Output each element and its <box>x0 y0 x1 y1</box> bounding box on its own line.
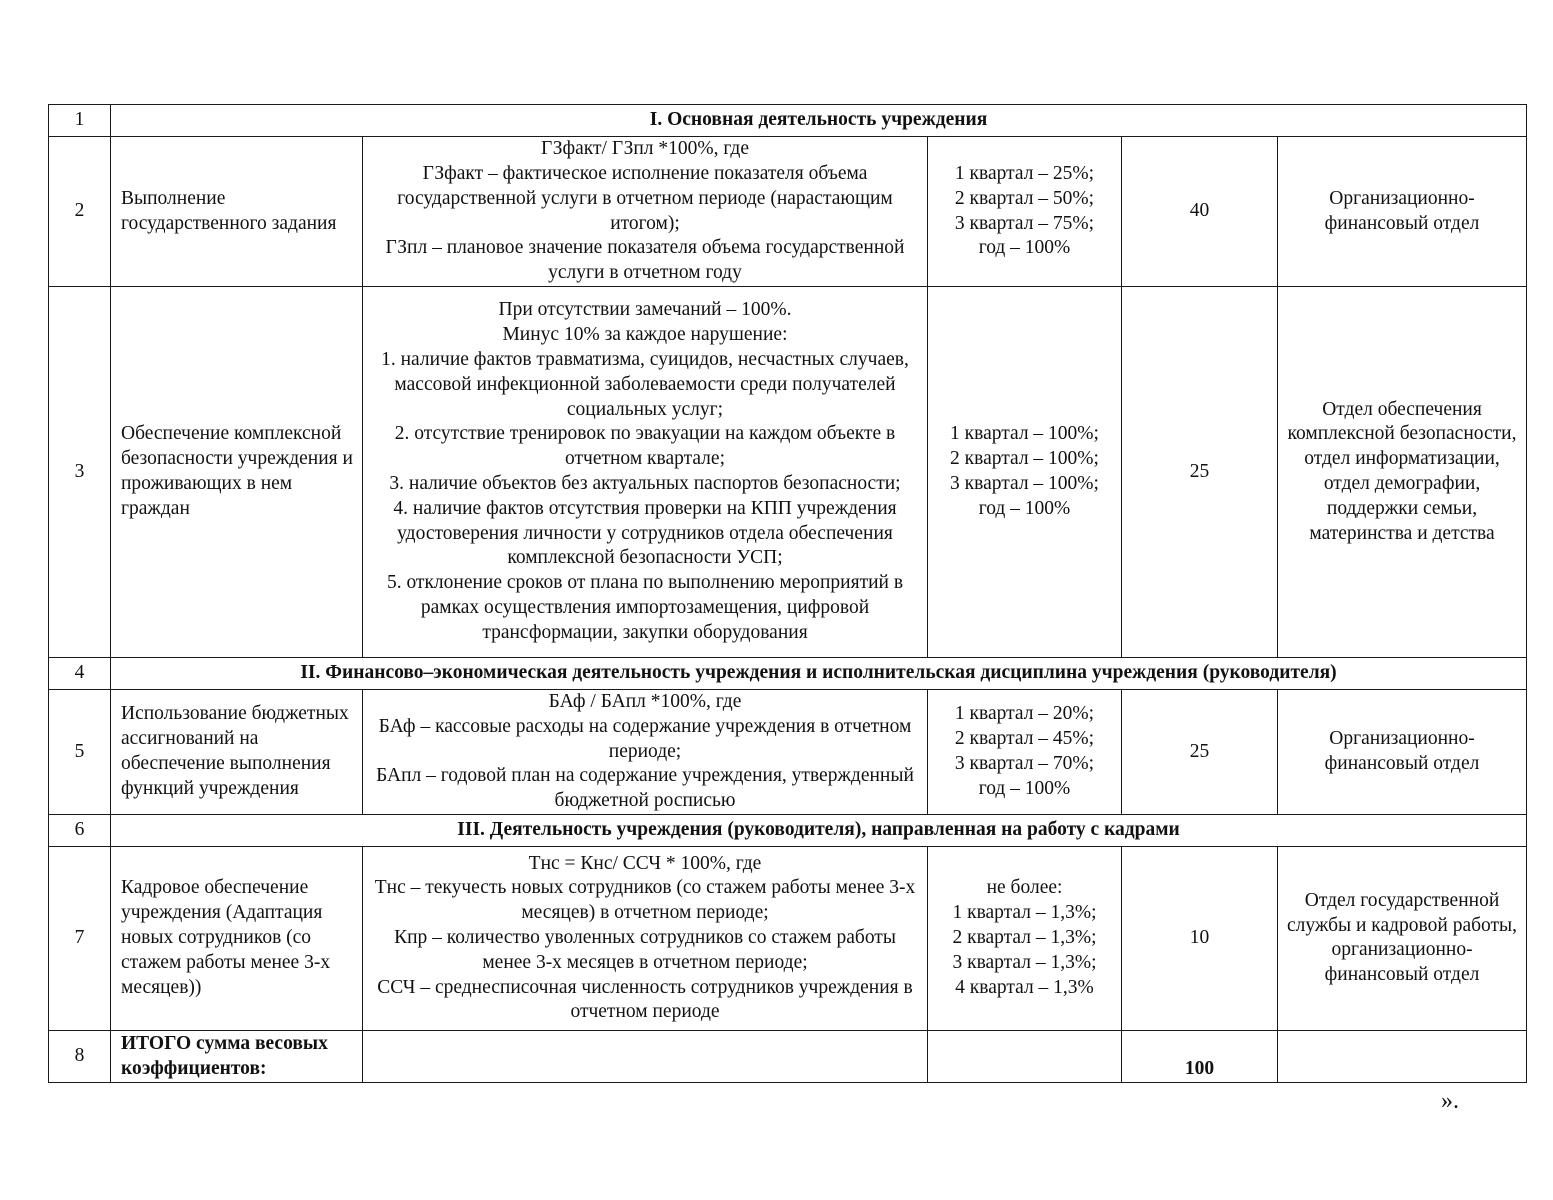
responsible-unit: Отдел обеспечения комплексной безопасности, отдел информатизации, отдел демографии, поддержки семьи, материнства и детства <box>1278 287 1527 658</box>
total-value: 100 <box>1122 1030 1278 1082</box>
indicator-periods: 1 квартал – 20%; 2 квартал – 45%; 3 квартал – 70%; год – 100% <box>928 690 1122 815</box>
indicator-weight: 40 <box>1122 137 1278 287</box>
indicator-periods: 1 квартал – 100%; 2 квартал – 100%; 3 квартал – 100%; год – 100% <box>928 287 1122 658</box>
indicator-formula: Тнс = Кнс/ ССЧ * 100%, где Тнс – текучесть новых сотрудников (со стажем работы менее 3-х месяцев) в отчетном периоде; Кпр – количество уволенных сотрудников со стажем работы менее 3-х месяцев в отчетном периоде; ССЧ – среднесписочная численность сотрудников учреждения в отчетном периоде <box>363 846 928 1030</box>
empty-cell <box>363 1030 928 1082</box>
row-number: 7 <box>49 846 111 1030</box>
row-number: 3 <box>49 287 111 658</box>
indicator-name: Обеспечение комплексной безопасности учреждения и проживающих в нем граждан <box>111 287 363 658</box>
total-label: ИТОГО сумма весовых коэффициентов: <box>111 1030 363 1082</box>
indicator-formula: БАф / БАпл *100%, где БАф – кассовые расходы на содержание учреждения в отчетном периоде; БАпл – годовой план на содержание учреждения, утвержденный бюджетной росписью <box>363 690 928 815</box>
indicators-table <box>48 104 1527 1083</box>
indicator-weight: 25 <box>1122 690 1278 815</box>
section-row <box>49 658 1527 690</box>
responsible-unit: Организационно-финансовый отдел <box>1278 137 1527 287</box>
indicator-weight: 10 <box>1122 846 1278 1030</box>
responsible-unit: Отдел государственной службы и кадровой работы, организационно-финансовый отдел <box>1278 846 1527 1030</box>
closing-quote-mark: ». <box>1441 1088 1459 1114</box>
section-row <box>49 814 1527 846</box>
indicator-name: Выполнение государственного задания <box>111 137 363 287</box>
indicator-periods: 1 квартал – 25%; 2 квартал – 50%; 3 квартал – 75%; год – 100% <box>928 137 1122 287</box>
section-title: I. Основная деятельность учреждения <box>111 105 1527 137</box>
indicator-row <box>49 846 1527 1030</box>
indicator-row <box>49 137 1527 287</box>
empty-cell <box>1278 1030 1527 1082</box>
responsible-unit: Организационно-финансовый отдел <box>1278 690 1527 815</box>
total-row <box>49 1030 1527 1082</box>
indicator-row <box>49 690 1527 815</box>
row-number: 2 <box>49 137 111 287</box>
row-number: 1 <box>49 105 111 137</box>
indicator-name: Кадровое обеспечение учреждения (Адаптация новых сотрудников (со стажем работы менее 3-х месяцев)) <box>111 846 363 1030</box>
row-number: 4 <box>49 658 111 690</box>
indicator-weight: 25 <box>1122 287 1278 658</box>
indicator-formula: ГЗфакт/ ГЗпл *100%, где ГЗфакт – фактическое исполнение показателя объема государственной услуги в отчетном периоде (нарастающим итогом); ГЗпл – плановое значение показателя объема государственной услуги в отчетном году <box>363 137 928 287</box>
section-row <box>49 105 1527 137</box>
indicator-name: Использование бюджетных ассигнований на обеспечение выполнения функций учреждения <box>111 690 363 815</box>
section-title: III. Деятельность учреждения (руководителя), направленная на работу с кадрами <box>111 814 1527 846</box>
section-title: II. Финансово–экономическая деятельность учреждения и исполнительская дисциплина учреждения (руководителя) <box>111 658 1527 690</box>
row-number: 5 <box>49 690 111 815</box>
row-number: 6 <box>49 814 111 846</box>
indicator-formula: При отсутствии замечаний – 100%. Минус 10% за каждое нарушение: 1. наличие фактов травматизма, суицидов, несчастных случаев, массовой инфекционной заболеваемости среди получателей социальных услуг; 2. отсутствие тренировок по эвакуации на каждом объекте в отчетном квартале; 3. наличие объектов без актуальных паспортов безопасности; 4. наличие фактов отсутствия проверки на КПП учреждения удостоверения личности у сотрудников отдела обеспечения комплексной безопасности УСП; 5. отклонение сроков от плана по выполнению мероприятий в рамках осуществления импортозамещения, цифровой трансформации, закупки оборудования <box>363 287 928 658</box>
indicator-row <box>49 287 1527 658</box>
row-number: 8 <box>49 1030 111 1082</box>
indicator-periods: не более: 1 квартал – 1,3%; 2 квартал – 1,3%; 3 квартал – 1,3%; 4 квартал – 1,3% <box>928 846 1122 1030</box>
empty-cell <box>928 1030 1122 1082</box>
